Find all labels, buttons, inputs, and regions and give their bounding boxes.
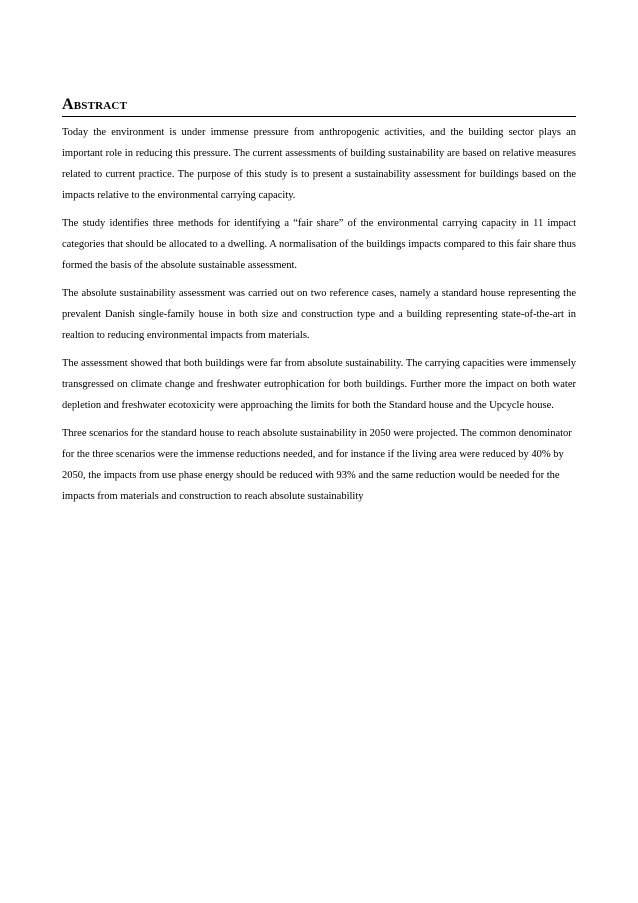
abstract-paragraph-2: The study identifies three methods for identifying a “fair share” of the environmental carrying capacity in 11 impact categories that should be allocated to a dwelling. A normalisation of the buildings impacts compared to this fair share thus formed the basis of the absolute sustainable assessment. [62,218,576,271]
abstract-paragraph-1: Today the environment is under immense pressure from anthropogenic activities, and the building sector plays an important role in reducing this pressure. The current assessments of building sustainability are based on relative measures related to current practice. The purpose of this study is to present a sustainability assessment for buildings based on the impacts relative to the environmental carrying capacity. [62,127,576,201]
abstract-paragraph-4: The assessment showed that both buildings were far from absolute sustainability. The carrying capacities were immensely transgressed on climate change and freshwater eutrophication for both buildings. Further more the impact on both water depletion and freshwater ecotoxicity were approaching the limits for both the Standard house and the Upcycle house. [62,358,576,411]
document-page [62,95,576,514]
section-heading-abstract: Abstract [62,95,576,117]
abstract-paragraph-3: The absolute sustainability assessment was carried out on two reference cases, namely a standard house representing the prevalent Danish single-family house in both size and construction type and a building representing state-of-the-art in realtion to reducing environmental impacts from materials. [62,288,576,341]
abstract-paragraph-5: Three scenarios for the standard house to reach absolute sustainability in 2050 were projected. The common denominator for the three scenarios were the immense reductions needed, and for instance if the living area were reduced by 40% by 2050, the impacts from use phase energy should be reduced with 93% and the same reduction would be needed for the impacts from materials and construction to reach absolute sustainability [62,428,572,502]
